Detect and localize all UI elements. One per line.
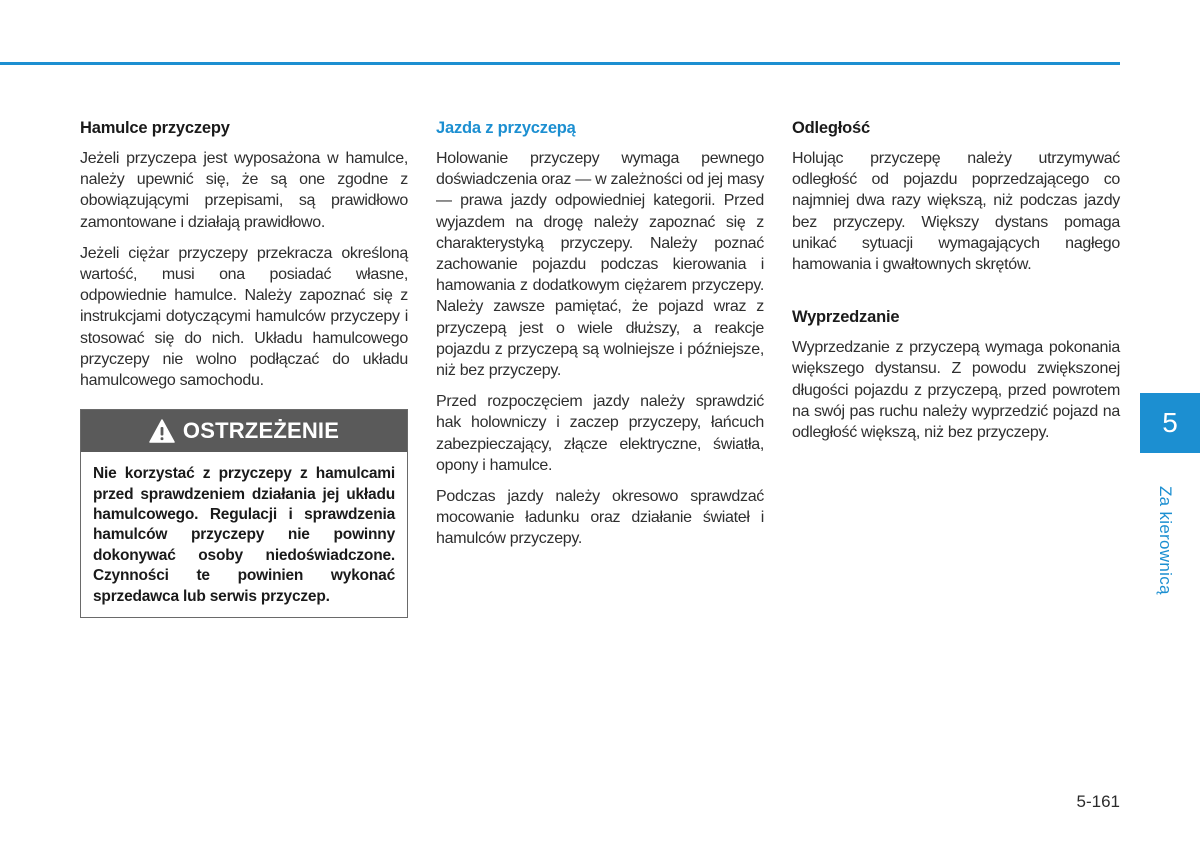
column-trailer-brakes [80, 118, 408, 618]
paragraph-driving-1: Holowanie przyczepy wymaga pewnego doświadczenia oraz — w zależności od jej masy — prawa jazdy odpowiedniej kategorii. Przed wyjazdem na drogę należy zapoznać się z charakterystyką przyczepy. Należy poznać zachowanie pojazdu podczas kierowania i hamowania z dodatkowym ciężarem przyczepy. Należy zawsze pamiętać, że pojazd wraz z przyczepą jest o wiele dłuższy, a reakcje pojazdu z przyczepą są wolniejsze i późniejsze, niż bez przyczepy. [436, 150, 764, 380]
warning-triangle-icon [149, 419, 175, 443]
heading-overtaking: Wyprzedzanie [792, 308, 900, 327]
warning-text: Nie korzystać z przyczepy z hamulcami przed sprawdzeniem działania jej układu hamulcowego. Regulacji i sprawdzenia hamulców przyczepy nie powinny dokonywać osoby niedoświadczone. Czynności te powinien wykonać sprzedawca lub serwis przyczep. [93, 465, 395, 605]
paragraph-driving-3: Podczas jazdy należy okresowo sprawdzać mocowanie ładunku oraz działanie świateł i hamulców przyczepy. [436, 488, 764, 548]
header-rule [0, 62, 1120, 65]
heading-driving-with-trailer: Jazda z przyczepą [436, 119, 576, 137]
warning-title: OSTRZEŻENIE [182, 418, 340, 444]
paragraph-driving-2: Przed rozpoczęciem jazdy należy sprawdzić hak holowniczy i zaczep przyczepy, łańcuch zabezpieczający, złącze elektryczne, światła, opony i hamulce. [436, 393, 764, 474]
column-driving-with-trailer [436, 118, 764, 560]
paragraph-distance: Holując przyczepę należy utrzymywać odległość od pojazdu poprzedzającego co najmniej dwa razy większą, niż podczas jazdy bez przyczepy. Większy dystans pomaga unikać sytuacji wymagających nagłego hamowania i gwałtownych skrętów. [792, 150, 1120, 274]
page-number: 5-161 [1076, 792, 1120, 811]
warning-body [81, 452, 407, 617]
heading-trailer-brakes: Hamulce przyczepy [80, 119, 230, 137]
chapter-tab [1140, 393, 1200, 453]
paragraph-trailer-brakes-1: Jeżeli przyczepa jest wyposażona w hamulce, należy upewnić się, że są one zgodne z obowiązującymi przepisami, są prawidłowo zamontowane i działają prawidłowo. [80, 150, 408, 231]
chapter-number: 5 [1162, 407, 1178, 438]
chapter-label: Za kierownicą [1156, 486, 1175, 595]
paragraph-overtaking: Wyprzedzanie z przyczepą wymaga pokonania większego dystansu. Z powodu zwiększonej długości pojazdu z przyczepą, przed powrotem na swój pas ruchu należy wyprzedzić pojazd na odległość większą, niż bez przyczepy. [792, 339, 1120, 442]
chapter-label-wrapper [1153, 486, 1177, 606]
warning-box [80, 409, 408, 618]
column-distance-overtaking [792, 118, 1120, 453]
heading-distance: Odległość [792, 119, 870, 137]
paragraph-trailer-brakes-2: Jeżeli ciężar przyczepy przekracza określoną wartość, musi ona posiadać własne, odpowiednie hamulce. Należy zapoznać się z instrukcjami dotyczącymi hamulców przyczepy i stosować się do nich. Układu hamulcowego przyczepy nie wolno podłączać do układu hamulcowego samochodu. [80, 244, 408, 390]
warning-header [81, 410, 407, 452]
